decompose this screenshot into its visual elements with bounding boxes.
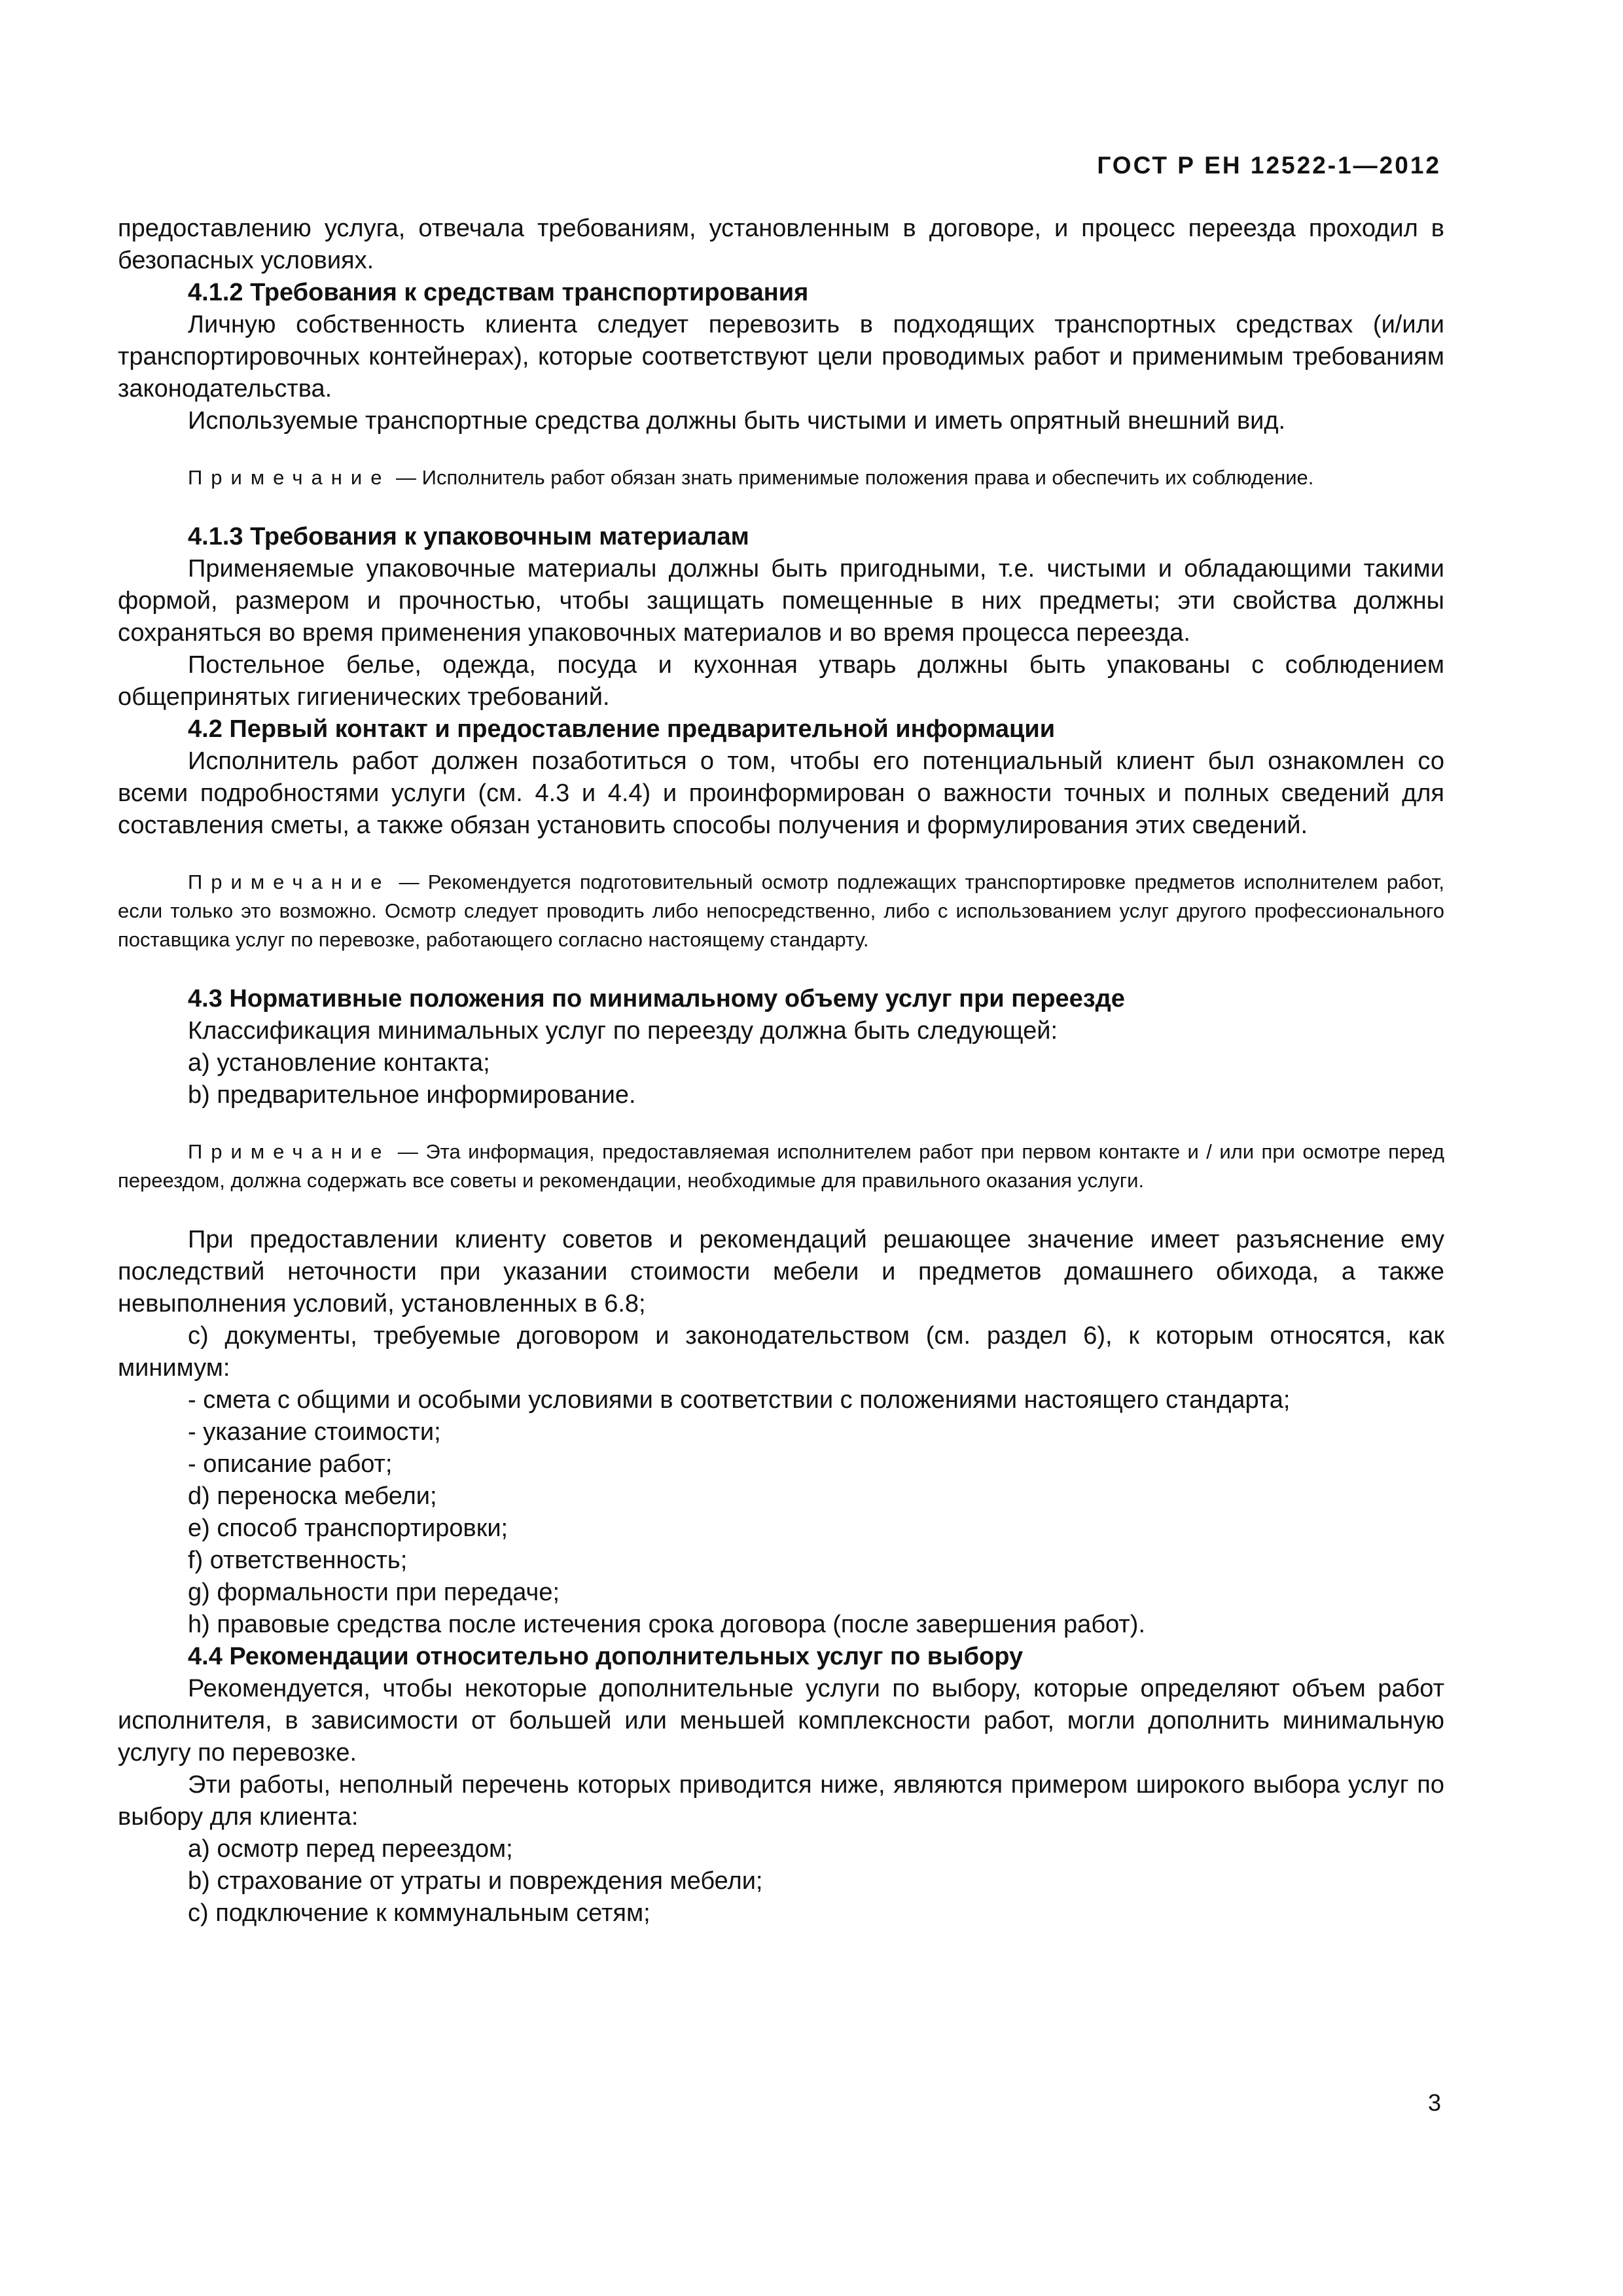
note-text: — Исполнитель работ обязан знать применимые положения права и обеспечить их соблюдение. (390, 466, 1314, 489)
note-label: Примечание (188, 466, 391, 489)
note-block (118, 868, 1444, 954)
document-code: ГОСТ Р ЕН 12522-1—2012 (1097, 152, 1441, 179)
list-item: a) осмотр перед переездом; (188, 1835, 513, 1863)
note-label: Примечание (188, 870, 391, 893)
list-item: b) предварительное информирование. (188, 1081, 636, 1109)
list-item: a) установление контакта; (188, 1049, 490, 1077)
page-number: 3 (1427, 2089, 1441, 2116)
paragraph: Эти работы, неполный перечень которых приводится ниже, являются примером широкого выбора услуг по выбору для клиента: (118, 1771, 1444, 1831)
paragraph: При предоставлении клиенту советов и рекомендаций решающее значение имеет разъяснение ему последствий неточности при указании стоимости мебели и предметов домашнего обихода, а также невыполнения условий, установленных в 6.8; (118, 1226, 1444, 1318)
paragraph: c) документы, требуемые договором и законодательством (см. раздел 6), к которым относятся, как минимум: (118, 1322, 1444, 1382)
list-item: d) переноска мебели; (188, 1482, 437, 1510)
note-text: — Эта информация, предоставляемая исполнителем работ при первом контакте и / или при осмотре перед переездом, должна содержать все советы и рекомендации, необходимые для правильного оказания услуги. (118, 1140, 1444, 1192)
note-text: — Рекомендуется подготовительный осмотр подлежащих транспортировке предметов исполнителем работ, если только это возможно. Осмотр следует проводить либо непосредственно, либо с использованием услуг другого профессионального поставщика услуг по перевозке, работающего согласно настоящему стандарту. (118, 870, 1444, 951)
paragraph: Применяемые упаковочные материалы должны быть пригодными, т.е. чистыми и обладающими такими формой, размером и прочностью, чтобы защищать помещенные в них предметы; эти свойства должны сохраняться во время применения упаковочных материалов и во время процесса переезда. (118, 555, 1444, 647)
page-body (118, 213, 1444, 1929)
section-heading-4-3: 4.3 Нормативные положения по минимальному объему услуг при переезде (188, 985, 1125, 1013)
note-block (118, 1138, 1444, 1195)
list-item: e) способ транспортировки; (188, 1515, 508, 1542)
paragraph: Используемые транспортные средства должны быть чистыми и иметь опрятный внешний вид. (188, 407, 1286, 435)
section-heading-4-2: 4.2 Первый контакт и предоставление предварительной информации (188, 715, 1056, 743)
section-heading-4-1-2: 4.1.2 Требования к средствам транспортирования (188, 279, 809, 306)
note-block (118, 463, 1444, 492)
list-item: b) страхование от утраты и повреждения мебели; (188, 1867, 763, 1895)
paragraph: Классификация минимальных услуг по переезду должна быть следующей: (188, 1017, 1058, 1045)
note-label: Примечание (188, 1140, 391, 1163)
section-heading-4-1-3: 4.1.3 Требования к упаковочным материалам (188, 523, 749, 550)
paragraph: Постельное белье, одежда, посуда и кухонная утварь должны быть упакованы с соблюдением общепринятых гигиенических требований. (118, 651, 1444, 711)
paragraph: Личную собственность клиента следует перевозить в подходящих транспортных средствах (и/или транспортировочных контейнерах), которые соответствуют цели проводимых работ и применимым требованиям законодательства. (118, 311, 1444, 403)
paragraph: Рекомендуется, чтобы некоторые дополнительные услуги по выбору, которые определяют объем работ исполнителя, в зависимости от большей или меньшей комплексности работ, могли дополнить минимальную услугу по перевозке. (118, 1675, 1444, 1767)
list-item: g) формальности при передаче; (188, 1579, 560, 1606)
list-item: - смета с общими и особыми условиями в соответствии с положениями настоящего стандарта; (188, 1386, 1291, 1414)
paragraph: предоставлению услуга, отвечала требованиям, установленным в договоре, и процесс переезда проходил в безопасных условиях. (118, 215, 1444, 274)
paragraph: Исполнитель работ должен позаботиться о том, чтобы его потенциальный клиент был ознакомлен со всеми подробностями услуги (см. 4.3 и 4.4) и проинформирован о важности точных и полных сведений для составления сметы, а также обязан установить способы получения и формулирования этих сведений. (118, 747, 1444, 839)
section-heading-4-4: 4.4 Рекомендации относительно дополнительных услуг по выбору (188, 1643, 1024, 1670)
list-item: - описание работ; (188, 1450, 393, 1478)
list-item: h) правовые средства после истечения срока договора (после завершения работ). (188, 1611, 1145, 1638)
list-item: - указание стоимости; (188, 1418, 441, 1446)
list-item: f) ответственность; (188, 1547, 408, 1574)
list-item: c) подключение к коммунальным сетям; (188, 1899, 651, 1927)
